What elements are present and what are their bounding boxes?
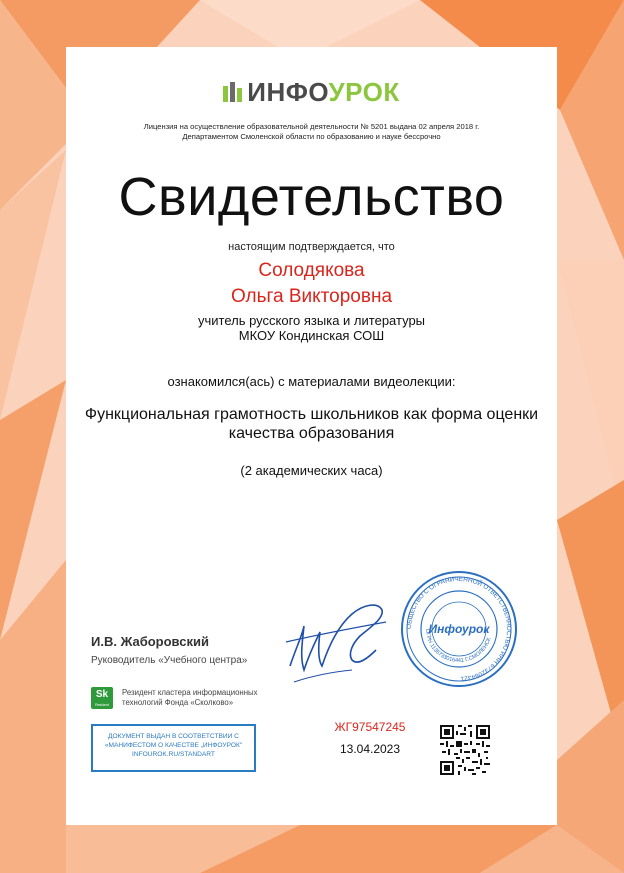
logo-mark-icon (223, 80, 243, 104)
license-text (66, 122, 557, 141)
infourok-logo (66, 77, 557, 107)
intro-text: ознакомился(ась) с материалами видеолекции: (167, 374, 456, 389)
recipient-role: учитель русского языка и литературы (197, 313, 426, 328)
skolkovo-text (122, 688, 272, 708)
seal-ring-text: ОБЩЕСТВО С ОГРАНИЧЕННОЙ ОТВЕТСТВЕННОСТЬЮ ИНН 6732064321 (405, 575, 513, 683)
manifest-line-3: INFOUROK.RU/STANDART (132, 751, 215, 758)
document-date: 13.04.2023 (339, 742, 401, 756)
company-seal (400, 570, 518, 688)
skolkovo-badge-text: Sk (95, 689, 109, 700)
recipient-given-names: Ольга Викторовна (230, 286, 393, 307)
signer-name: И.В. Жаборовский (91, 634, 209, 649)
license-line-1: Лицензия на осуществление образовательной деятельности № 5201 выдана 02 апреля 2018 г. (143, 122, 480, 131)
skolkovo-badge-icon (91, 687, 113, 709)
document-number: ЖГ97547245 (334, 720, 406, 734)
qr-code-icon (440, 725, 490, 775)
course-hours: (2 академических часа) (240, 463, 383, 478)
recipient-name (66, 258, 557, 310)
recipient-position (66, 313, 557, 343)
license-line-2: Департаментом Смоленской области по образованию и науке бессрочно (182, 131, 441, 141)
recipient-surname: Солодякова (258, 260, 365, 281)
logo-text-grey: ИНФО (247, 77, 329, 107)
skolkovo-line-2: технологий Фонда «Сколково» (122, 698, 234, 707)
course-title (66, 405, 557, 443)
course-title-line-1: Функциональная грамотность школьников как форма оценки (84, 406, 539, 423)
signature-image (282, 596, 392, 692)
quality-manifest-box (91, 724, 256, 772)
skolkovo-badge-sub: Resident (95, 703, 109, 707)
signer-role: Руководитель «Учебного центра» (91, 655, 248, 666)
manifest-line-1: ДОКУМЕНТ ВЫДАН В СООТВЕТСТВИИ С (108, 733, 239, 740)
manifest-line-2: «МАНИФЕСТОМ О КАЧЕСТВЕ „ИНФОУРОК" (104, 742, 243, 749)
certificate-title: Свидетельство (118, 167, 505, 227)
seal-center-text: Инфоурок (428, 622, 490, 636)
seal-inner-text: ОГРН 1136733016441 Г.СМОЛЕНСК (423, 628, 493, 665)
logo-text-green: УРОК (328, 77, 400, 107)
course-title-line-2: качества образования (228, 425, 395, 442)
confirm-text: настоящим подтверждается, что (228, 241, 395, 253)
skolkovo-line-1: Резидент кластера информационных (122, 688, 258, 697)
recipient-school: МКОУ Кондинская СОШ (238, 328, 385, 343)
